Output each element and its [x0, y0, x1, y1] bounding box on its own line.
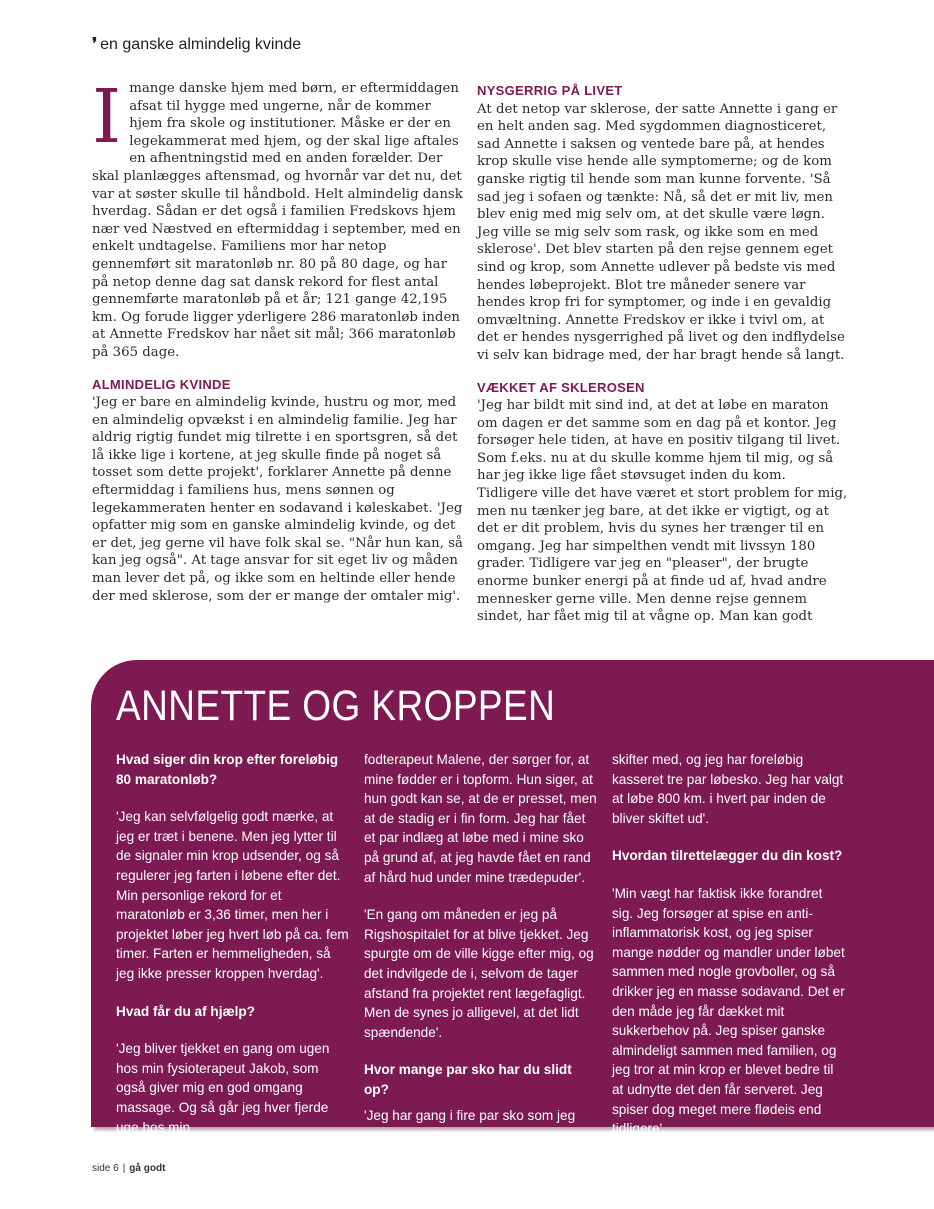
page-number: side 6	[92, 1163, 119, 1174]
page-footer	[92, 1163, 165, 1174]
header-title: en ganske almindelig kvinde	[100, 36, 302, 53]
answer: 'Jeg har gang i fire par sko som jeg	[364, 1107, 576, 1123]
section-text-nysgerrig: At det netop var sklerose, der satte Annette i gang er en helt anden sag. Med sygdommen diagnosticeret, sad Annette i saksen og ventede bare på, at hendes krop skulle vise hende alle symptomerne; og de kom ganske rigtig til hende som man kunne forvente. 'Så sad jeg i sofaen og tænkte: Nå, så det er mit liv, men blev enig med mig selv om, at det skulle være løgn. Jeg ville se mig selv som rask, og ikke som en med sklerose'. Det blev starten på den rejse gennem eget sind og krop, som Annette udlever på bedste vis med hendes løbeprojekt. Blot tre måneder senere var hendes krop fri for symptomer, og inde i en gevaldig omvæltning. Annette Fredskov er ikke i tvivl om, at det er hendes nysgerrighed på livet og den indflydelse vi selv kan bidrage med, der har bragt hende så langt.	[477, 101, 845, 363]
sidebar-column-1	[116, 750, 349, 1155]
answer: 'En gang om måneden er jeg på Rigshospitalet for at blive tjekket. Jeg spurgte om de ville kigge efter mig, og det indvilgede de i, selvom de tager afstand fra projektet rent lægefagligt. Men de synes jo alligevel, at det lidt spændende'.	[364, 907, 594, 1040]
intro-text: mange danske hjem med børn, er eftermiddagen afsat til hygge med ungerne, når de kommer hjem fra skole og institutioner. Måske er der en legekammerat med hjem, og der skal lige aftales en afhentningstid med en anden forælder. Der skal planlægges aftensmad, og hvornår var det nu, det var at søster skulle til håndbold. Helt almindelig dansk hverdag. Sådan er det også i familien Fredskovs hjem nær ved Næstved en eftermiddag i september, med en enkelt undtagelse. Familiens mor har netop gennemført sit maratonløb nr. 80 på 80 dage, og har på netop denne dag sat dansk rekord for flest antal gennemførte maratonløb på et år; 121 gange 42,195 km. Og forude ligger yderligere 286 maratonløb inden at Annette Fredskov har nået sit mål; 366 maratonløb på 365 dage.	[92, 81, 463, 360]
article-column-left	[92, 74, 464, 605]
answer: 'Jeg kan selvfølgelig godt mærke, at jeg er træt i benene. Men jeg lytter til de signaler min krop udsender, og så regulerer jeg farten i løbene efter det. Min personlige rekord for et maratonløb er 3,36 timer, men her i projektet løber jeg hvert løb på ca. fem timer. Farten er hemmeligheden, så jeg ikke presser kroppen hverdag'.	[116, 809, 349, 981]
section-text-vaekket: 'Jeg har bildt mit sind ind, at det at løbe en maraton om dagen er det samme som en dag på et kontor. Jeg forsøger hele tiden, at have en positiv tilgang til livet. Som f.eks. nu at du skulle komme hjem til mig, og så har jeg ikke lige fået støvsuget inden du kom. Tidligere ville det have været et stort problem for mig, men nu tænker jeg bare, at det ikke er vigtigt, og at det er dit problem, hvis du synes her trænger til en omgang. Jeg har simpelthen vendt mit livssyn 180 grader. Tidligere var jeg en "pleaser", der brugte enorme bunker energi på at finde ud af, hvad andre mennesker gerne ville. Men denne rejse gennem sindet, har fået mig til at vågne op. Man kan godt	[477, 398, 848, 625]
section-heading-almindelig-kvinde: ALMINDELIG KVINDE	[92, 376, 231, 392]
sidebar-title: ANNETTE OG KROPPEN	[116, 682, 556, 730]
section-heading-vaekket: VÆKKET AF SKLEROSEN	[477, 379, 645, 395]
answer: skifter med, og jeg har foreløbig kasseret tre par løbesko. Jeg har valgt at løbe 800 km. i hvert par inden de bliver skiftet ud'.	[612, 752, 844, 826]
answer: fodterapeut Malene, der sørger for, at mine fødder er i topform. Hun siger, at hun godt kan se, at de er presset, men at de stadig er i fin form. Jeg har fået et par indlæg at løbe med i mine sko på grund af, at jeg havde fået en rand af hård hud under mine trædepuder'.	[364, 752, 597, 885]
sidebar-column-2	[364, 750, 597, 1143]
footer-separator: |	[122, 1163, 126, 1174]
sidebar-column-3	[612, 750, 845, 1157]
intro-paragraph	[92, 74, 464, 362]
page-header	[92, 34, 301, 54]
question: Hvad siger din krop efter foreløbig 80 maratonløb?	[116, 752, 339, 787]
answer: 'Jeg bliver tjekket en gang om ugen hos min fysioterapeut Jakob, som også giver mig en god omgang massage. Og så går jeg hver fjerde uge hos min	[116, 1041, 330, 1135]
question: Hvordan tilrettelægger du din kost?	[612, 848, 843, 864]
magazine-name: gå godt	[129, 1163, 166, 1174]
question: Hvor mange par sko har du slidt op?	[364, 1062, 572, 1097]
answer: 'Min vægt har faktisk ikke forandret sig. Jeg forsøger at spise en anti-inflammatorisk kost, og jeg spiser mange nødder og mandler under løbet sammen med nogle grovboller, og så drikker jeg en masse sodavand. Det er den måde jeg får dækket mit sukkerbehov på. Jeg spiser ganske almindeligt sammen med familien, og jeg tror at min krop er blevet bedre til at udnytte det den får serveret. Jeg spiser dog meget mere flødeis end tidligere'.	[612, 885, 845, 1137]
dropcap: I	[92, 74, 122, 160]
sidebar-box	[91, 660, 934, 1137]
section-text-almindelig-kvinde: 'Jeg er bare en almindelig kvinde, hustru og mor, med en almindelig opvækst i en almindelig familie. Jeg har aldrig rigtig fundet mig tilrette i en sportsgren, så det lå ikke lige i kortene, at jeg skulle finde på noget så tosset som dette projekt', forklarer Annette på denne eftermiddag i familiens hus, mens sønnen og legekammeraten henter en sodavand i køleskabet. 'Jeg opfatter mig som en ganske almindelig kvinde, og det er det, jeg gerne vil have folk skal se. "Når hun kan, så kan jeg også". At tage ansvar for sit eget liv og måden man lever det på, og ikke som en heltinde eller hende der med sklerose, som der er mange der omtaler mig'.	[92, 395, 463, 604]
question: Hvad får du af hjælp?	[116, 1003, 255, 1019]
article-column-right	[477, 80, 849, 626]
quote-mark-icon: ❜	[92, 36, 98, 53]
section-heading-nysgerrig: NYSGERRIG PÅ LIVET	[477, 83, 623, 98]
